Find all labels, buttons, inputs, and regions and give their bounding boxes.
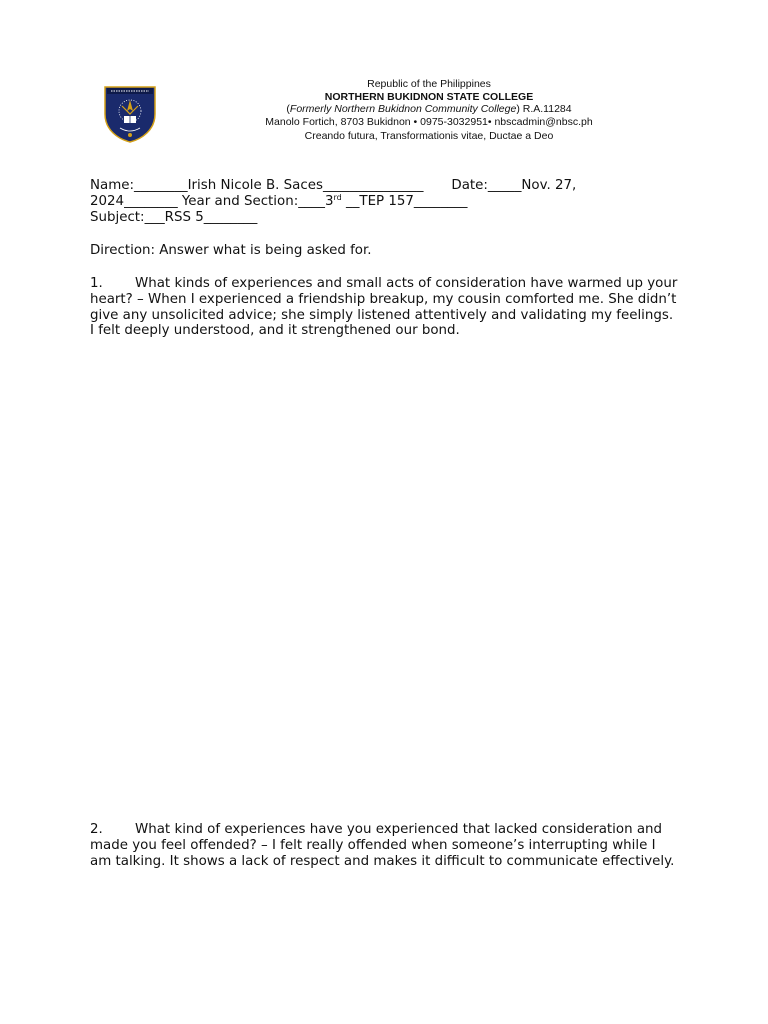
question-2	[90, 822, 680, 869]
date-field: Date:_____Nov. 27,	[451, 178, 577, 193]
question-text: What kind of experiences have you experienced that lacked consideration and made you feel offended? – I felt really offended when someone’s interrupting while I am talking. It shows a lack of respect and makes it difficult to communicate effectively.	[90, 822, 675, 869]
motto-line: Creando futura, Transformationis vitae, Ductae a Deo	[304, 130, 554, 143]
direction-text: Direction: Answer what is being asked for.	[90, 243, 372, 258]
address-line: Manolo Fortich, 8703 Bukidnon • 0975-3032951• nbscadmin@nbsc.ph	[265, 115, 593, 128]
formerly-line: (Formerly Northern Bukidnon Community College) R.A.11284	[286, 103, 572, 116]
question-number: 2.	[90, 822, 103, 837]
former-name: Formerly Northern Bukidnon Community College	[289, 103, 517, 116]
subject-field: Subject:___RSS 5________	[90, 209, 258, 225]
question-1	[90, 276, 680, 339]
year-section-line: 2024________ Year and Section:____3rd __TEP 157________	[90, 192, 468, 209]
student-info	[90, 178, 680, 225]
name-date-line	[90, 178, 680, 194]
question-number: 1.	[90, 276, 103, 291]
college-seal-icon	[102, 84, 158, 144]
republic-line: Republic of the Philippines	[367, 78, 491, 90]
question-text: What kinds of experiences and small acts of consideration have warmed up your heart? – When I experienced a friendship breakup, my cousin comforted me. She didn’t give any unsolicited advice; she simply listened attentively and validating my feelings. I felt deeply understood, and it strengthened our bond.	[90, 276, 678, 339]
college-name: NORTHERN BUKIDNON STATE COLLEGE	[324, 90, 534, 103]
document-header	[240, 78, 618, 143]
name-field: Name:________Irish Nicole B. Saces_______________	[90, 178, 424, 193]
